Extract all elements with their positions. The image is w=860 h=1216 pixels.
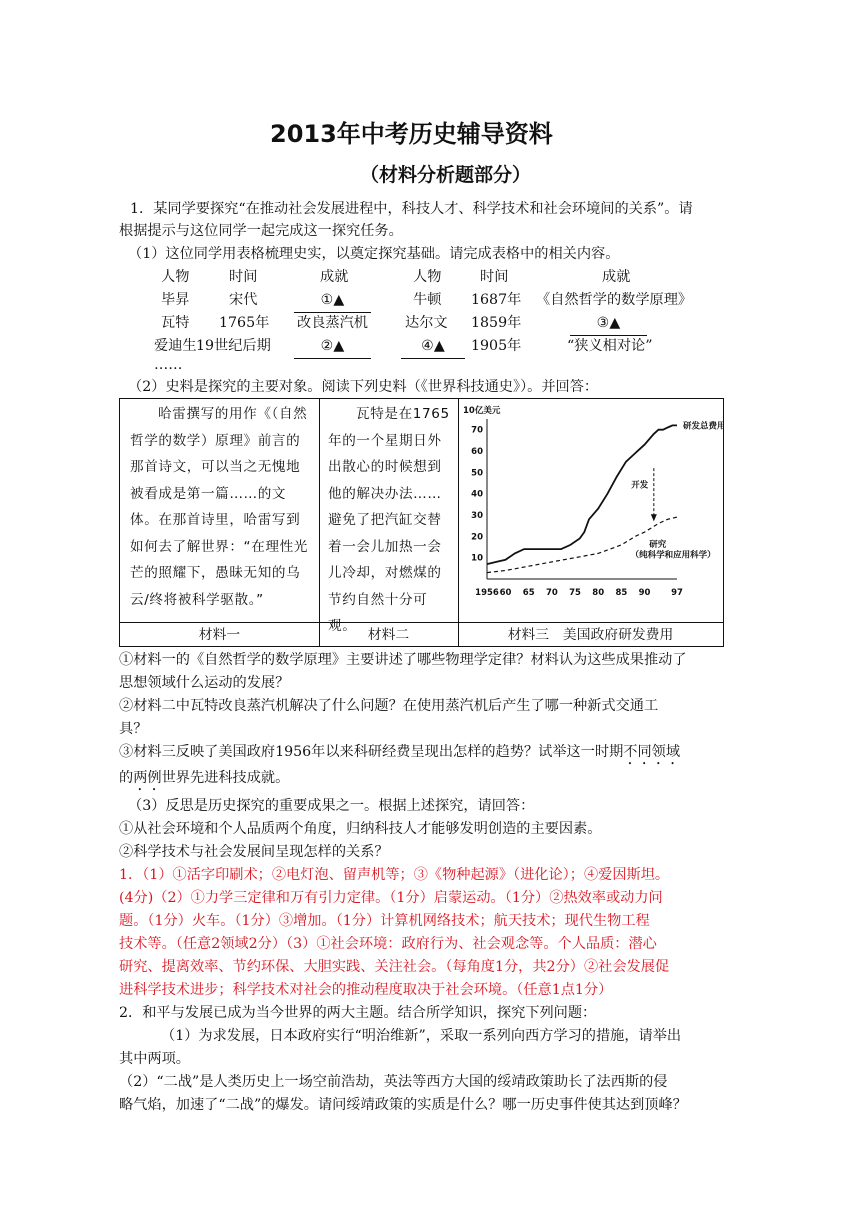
table-cell: 宋代: [229, 292, 258, 308]
answer-line: 进科学技术进步；科学技术对社会的推动程度取决于社会环境。（任意1点1分）: [119, 982, 613, 998]
annotation-development: 开发: [631, 480, 649, 491]
y-tick-label: 30: [471, 511, 483, 521]
annotation-research-sub: （纯科学和应用科学）: [630, 550, 716, 561]
material-three-chart: [459, 399, 723, 621]
table-header: 时间: [480, 269, 509, 285]
q1-part3-item1: ①从社会环境和个人品质两个角度，归纳科技人才能够发明创造的主要因素。: [119, 821, 602, 837]
q1-part3-item2: ②科学技术与社会发展间呈现怎样的关系？: [119, 844, 389, 860]
y-tick-label: 70: [471, 425, 483, 436]
x-tick-label: 97: [671, 588, 683, 598]
answer-line: 1．（1）①活字印刷术；②电灯泡、留声机等；③《物种起源》（进化论）；④爱因斯坦。: [119, 867, 670, 883]
q1-part3: （3）反思是历史探究的重要成果之一。根据上述探究，请回答：: [128, 798, 535, 814]
x-tick-label: 85: [615, 588, 628, 598]
table-header: 成就: [602, 269, 631, 285]
x-tick-label: 80: [592, 588, 605, 598]
table-cell: 爱迪生: [154, 338, 197, 354]
q1-sub1-line2: 思想领域什么运动的发展？: [119, 675, 290, 691]
table-cell: 1687年: [471, 292, 522, 308]
page-title: 2013年中考历史辅导资料: [270, 120, 553, 148]
y-tick-label: 40: [471, 489, 483, 500]
x-tick-label: 70: [545, 588, 558, 598]
q1-intro-line1: 1．某同学要探究“在推动社会发展进程中，科技人才、科学技术和社会环境间的关系”。请: [130, 201, 693, 217]
q1-sub3-emphasis-different-fields: 不同领域: [623, 744, 681, 760]
y-tick-label: 60: [471, 447, 483, 457]
y-tick-label: 50: [471, 468, 483, 479]
annotation-total-rd: 研发总费用: [683, 421, 723, 432]
q1-sub3-text-c: 世界先进科技成就。: [161, 770, 290, 786]
table-header: 人物: [413, 269, 442, 285]
x-tick-label: 60: [499, 588, 512, 598]
answer-blank-2[interactable]: ②▲: [294, 334, 371, 359]
answer-line: (4分)（2）①力学三定律和万有引力定律。（1分）启蒙运动。（1分）②热效率或动力问: [119, 890, 663, 906]
x-tick-label: 1956: [475, 588, 499, 598]
material-one-text: 哈雷撰写的用作《（自然哲学的数学）原理》前言的那首诗文，可以当之无愧地被看成是第一篇……的文体。在那首诗里，哈雷写到如何去了解世界：“在理性光芒的照耀下，愚昧无知的乌云/终将被科学驱散。”: [130, 406, 308, 608]
y-tick-label: 20: [471, 532, 483, 543]
q1-sub3-emphasis-two-examples: 两例: [133, 770, 162, 786]
q1-part1: （1）这位同学用表格梳理史实，以奠定探究基础。请完成表格中的相关内容。: [128, 246, 620, 262]
q1-sub3-line2: [119, 766, 289, 794]
answer-blank-1[interactable]: ①▲: [294, 288, 371, 313]
page-subtitle: （材料分析题部分）: [360, 164, 532, 186]
development-arrow-head: [651, 514, 657, 521]
q2-part2-line2: 略气焰，加速了“二战”的爆发。请问绥靖政策的实质是什么？哪一历史事件使其达到顶峰？: [119, 1097, 687, 1113]
table-cell: 1765年: [219, 315, 270, 331]
material-three-label: 材料三 美国政府研发费用: [507, 627, 674, 643]
table-header: 成就: [320, 269, 349, 285]
q1-sub2-line2: 具？: [119, 721, 148, 737]
q1-intro-line2: 根据提示与这位同学一起完成这一探究任务。: [119, 223, 403, 239]
table-cell: 牛顿: [413, 292, 442, 308]
q1-sub2-line1: ②材料二中瓦特改良蒸汽机解决了什么问题？在使用蒸汽机后产生了哪一种新式交通工: [119, 698, 659, 714]
table-cell: “狭义相对论”: [567, 338, 653, 354]
x-tick-label: 75: [569, 588, 581, 598]
table-ellipsis: ……: [154, 357, 183, 373]
annotation-research: 研究: [649, 540, 667, 550]
table-cell: 改良蒸汽机: [297, 315, 368, 331]
table-cell: 《自然哲学的数学原理》: [536, 292, 693, 308]
q2-part1-line2: 其中两项。: [119, 1051, 190, 1067]
answer-line: 技术等。（任意2领域2分）（3）①社会环境：政府行为、社会观念等。个人品质：潜心: [119, 936, 657, 952]
x-tick-label: 90: [638, 588, 651, 598]
q1-sub3-text-b: 的: [119, 770, 134, 786]
answer-blank-3[interactable]: ③▲: [570, 311, 647, 336]
material-one-label: 材料一: [198, 627, 241, 643]
materials-table: [119, 398, 724, 647]
table-header: 时间: [229, 269, 258, 285]
answer-line: 题。（1分）火车。（1分）③增加。（1分）计算机网络技术；航天技术；现代生物工程: [119, 913, 650, 929]
q2-intro: 2．和平与发展已成为当今世界的两大主题。结合所学知识，探究下列问题：: [119, 1005, 597, 1021]
table-cell: 19世纪后期: [196, 338, 271, 354]
table-header: 人物: [161, 269, 190, 285]
material-two-text: 瓦特是在1765年的一个星期日外出散心的时候想到他的解决办法……避免了把汽缸交替着一会儿加热一会儿冷却，对燃煤的节约自然十分可观。: [328, 406, 450, 634]
table-cell: 1905年: [471, 338, 522, 354]
answer-blank-4[interactable]: ④▲: [401, 334, 465, 359]
q2-part1-line1: （1）为求发展，日本政府实行“明治维新”，采取一系列向西方学习的措施，请举出: [161, 1028, 682, 1044]
q1-sub1-line1: ①材料一的《自然哲学的数学原理》主要讲述了哪些物理学定律？材料认为这些成果推动了: [119, 652, 687, 668]
q1-sub3-line1: [119, 740, 680, 768]
table-cell: 瓦特: [161, 315, 190, 331]
x-tick-label: 65: [522, 588, 535, 598]
table-cell: 达尔文: [405, 315, 448, 331]
table-cell: 1859年: [471, 315, 522, 331]
y-axis-label: 10亿美元: [463, 406, 501, 416]
answer-line: 研究、提离效率、节约环保、大胆实践、关注社会。（每角度1分，共2分）②社会发展促: [119, 959, 670, 975]
q1-part2: （2）史料是探究的主要对象。阅读下列史料（《世界科技通史》）。并回答：: [128, 379, 599, 395]
y-tick-label: 10: [471, 553, 483, 564]
table-cell: 毕昇: [161, 292, 190, 308]
q2-part2-line1: （2）“二战”是人类历史上一场空前浩劫，英法等西方大国的绥靖政策助长了法西斯的侵: [119, 1074, 668, 1090]
material-two-label: 材料二: [367, 627, 410, 643]
rd-expense-chart: [459, 399, 723, 621]
q1-sub3-text-a: ③材料三反映了美国政府1956年以来科研经费呈现出怎样的趋势？试举这一时期: [119, 744, 624, 760]
